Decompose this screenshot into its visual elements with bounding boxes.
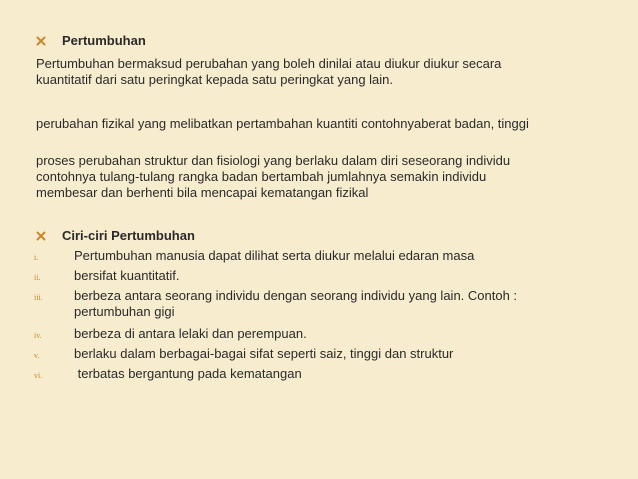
list-text: bersifat kuantitatif. <box>74 268 180 283</box>
list-number: v. <box>34 351 40 360</box>
text-line: proses perubahan struktur dan fisiologi yang berlaku dalam diri seseorang individu <box>36 153 511 168</box>
list-text: Pertumbuhan manusia dapat dilihat serta diukur melalui edaran masa <box>74 248 475 263</box>
heading-text: Ciri-ciri Pertumbuhan <box>62 228 195 243</box>
list-number: i. <box>34 253 39 262</box>
paragraph-process <box>36 153 596 201</box>
heading-text: Pertumbuhan <box>62 33 146 48</box>
text-line: perubahan fizikal yang melibatkan pertambahan kuantiti contohnyaberat badan, tinggi <box>36 116 529 131</box>
paragraph-physical <box>36 116 596 132</box>
text-line: Pertumbuhan bermaksud perubahan yang boleh dinilai atau diukur diukur secara <box>36 56 502 71</box>
list-number: ii. <box>34 273 41 282</box>
text-line: pertumbuhan gigi <box>74 304 175 319</box>
text-line: berbeza antara seorang individu dengan seorang individu yang lain. Contoh : <box>74 288 518 303</box>
list-text <box>74 288 594 320</box>
list-text: berbeza di antara lelaki dan perempuan. <box>74 326 307 341</box>
list-text: terbatas bergantung pada kematangan <box>74 366 302 381</box>
text-line: membesar dan berhenti bila mencapai kematangan fizikal <box>36 185 369 200</box>
heading-ciri-ciri <box>36 228 195 244</box>
heading-pertumbuhan <box>36 33 146 49</box>
x-bullet-icon <box>36 36 46 46</box>
paragraph-definition <box>36 56 596 88</box>
x-bullet-icon <box>36 231 46 241</box>
list-text: berlaku dalam berbagai-bagai sifat seperti saiz, tinggi dan struktur <box>74 346 454 361</box>
text-line: kuantitatif dari satu peringkat kepada satu peringkat yang lain. <box>36 72 394 87</box>
list-number: iv. <box>34 331 42 340</box>
list-number: vi. <box>34 371 43 380</box>
text-line: contohnya tulang-tulang rangka badan bertambah jumlahnya semakin individu <box>36 169 487 184</box>
list-number: iii. <box>34 293 43 302</box>
